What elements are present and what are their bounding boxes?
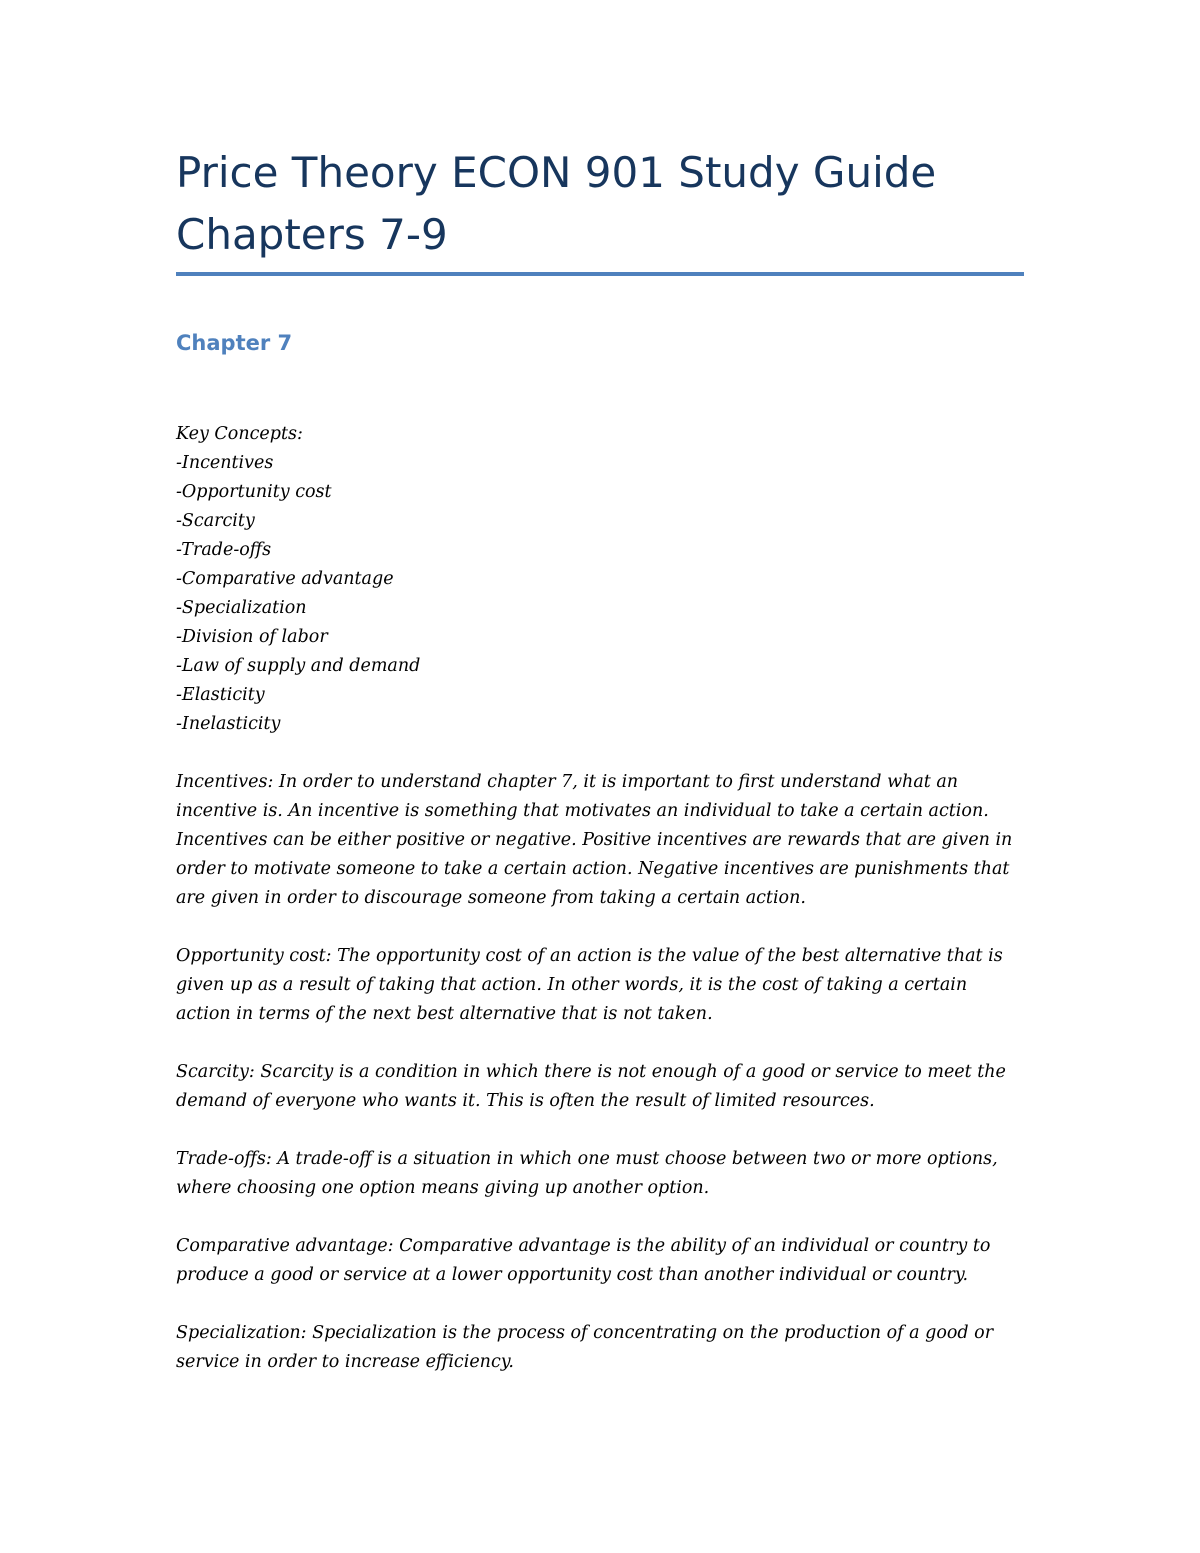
paragraph-scarcity: Scarcity: Scarcity is a condition in which there is not enough of a good or service to meet the demand of everyone who wants it. This is often the result of limited resources. [176, 1062, 1006, 1111]
key-concept-item: -Division of labor [176, 627, 328, 647]
paragraph-comparative-advantage: Comparative advantage: Comparative advantage is the ability of an individual or country to produce a good or service at a lower opportunity cost than another individual or country. [176, 1236, 991, 1285]
title-line-2: Chapters 7-9 [176, 210, 448, 259]
chapter-heading: Chapter 7 [176, 331, 293, 355]
paragraph-opportunity-cost: Opportunity cost: The opportunity cost of an action is the value of the best alternative that is given up as a result of taking that action. In other words, it is the cost of taking a certain action in terms of the next best alternative that is not taken. [176, 946, 1003, 1024]
key-concept-item: -Specialization [176, 598, 307, 618]
title-underline-rule [176, 272, 1024, 276]
key-concept-item: -Elasticity [176, 685, 265, 705]
key-concept-item: -Scarcity [176, 511, 255, 531]
key-concept-item: -Comparative advantage [176, 569, 394, 589]
key-concept-item: -Law of supply and demand [176, 656, 421, 676]
document-title [176, 142, 1024, 266]
key-concept-item: -Incentives [176, 453, 274, 473]
page-content [176, 142, 1024, 1377]
key-concept-item: -Opportunity cost [176, 482, 332, 502]
key-concept-item: -Trade-offs [176, 540, 272, 560]
title-line-1: Price Theory ECON 901 Study Guide [176, 148, 937, 197]
key-concepts-list [176, 449, 1024, 739]
key-concepts-section [176, 420, 1024, 739]
paragraph-specialization: Specialization: Specialization is the process of concentrating on the production of a good or service in order to increase efficiency. [176, 1323, 994, 1372]
paragraph-incentives: Incentives: In order to understand chapter 7, it is important to first understand what an incentive is. An incentive is something that motivates an individual to take a certain action. Incentives can be either positive or negative. Positive incentives are rewards that are given in order to motivate someone to take a certain action. Negative incentives are punishments that are given in order to discourage someone from taking a certain action. [176, 772, 1013, 908]
paragraph-trade-offs: Trade-offs: A trade-off is a situation in which one must choose between two or more options, where choosing one option means giving up another option. [176, 1149, 998, 1198]
key-concepts-label: Key Concepts: [176, 424, 303, 444]
key-concept-item: -Inelasticity [176, 714, 281, 734]
